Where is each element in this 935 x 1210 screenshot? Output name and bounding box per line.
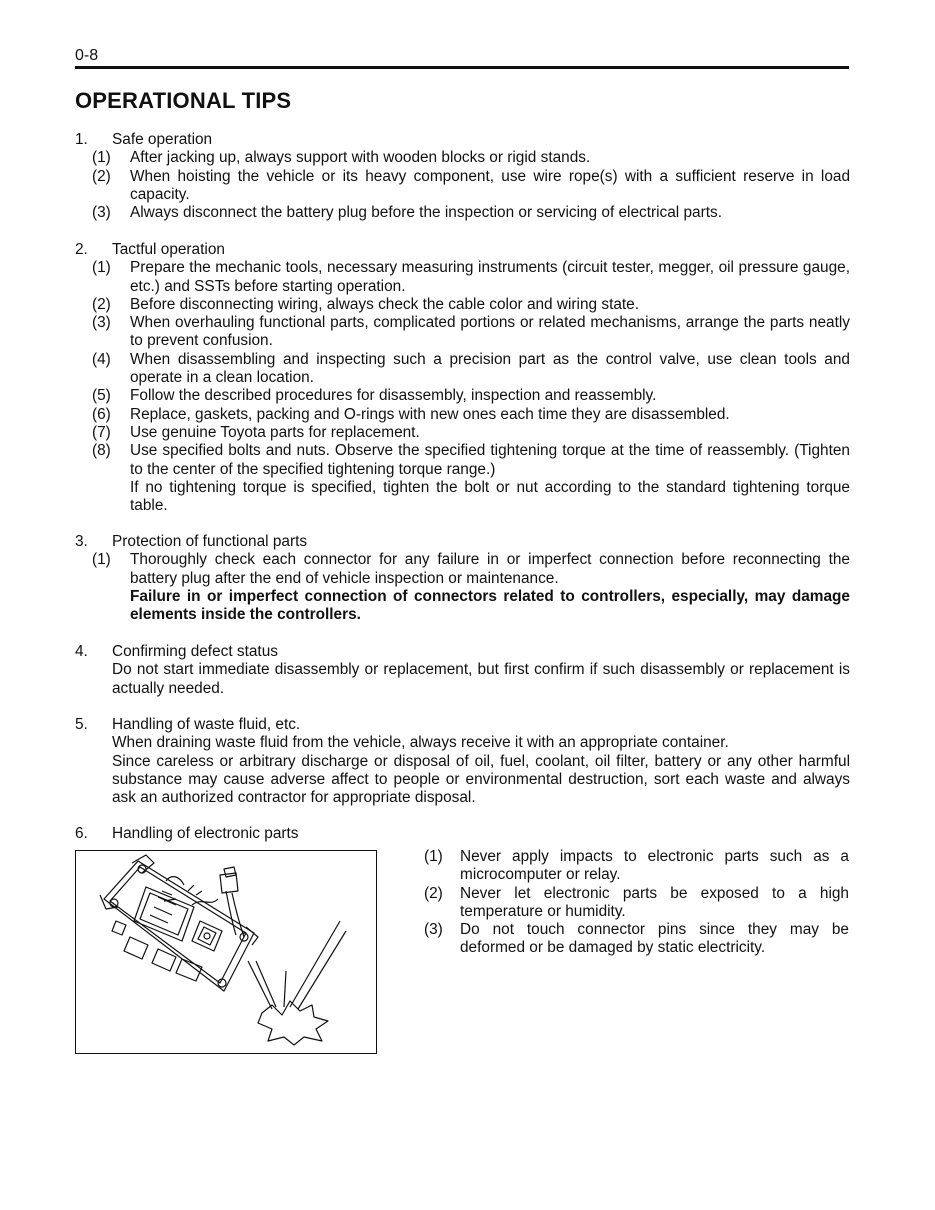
section-waste-fluid — [75, 716, 850, 807]
item-number: (2) — [92, 167, 111, 185]
warning-text: Failure in or imperfect connection of connectors related to controllers, especially, may damage elements inside the controllers. — [130, 587, 850, 624]
item-number: (4) — [92, 350, 111, 368]
list-item — [75, 387, 850, 405]
section-heading — [75, 533, 850, 551]
item-number: (1) — [92, 259, 111, 277]
item-number: (3) — [92, 314, 111, 332]
list-item — [75, 168, 850, 205]
item-number: (1) — [92, 149, 111, 167]
item-text: When disassembling and inspecting such a precision part as the control valve, use clean tools and operate in a clean location. — [130, 350, 850, 387]
section-number: 6. — [75, 825, 88, 842]
list-item — [75, 424, 850, 442]
section-number: 5. — [75, 716, 88, 733]
section-safe-operation — [75, 131, 850, 222]
section-title: Tactful operation — [112, 241, 225, 258]
item-text: Before disconnecting wiring, always check the cable color and wiring state. — [130, 295, 640, 313]
list-item — [75, 259, 850, 296]
list-item — [75, 314, 850, 351]
item-text: Use specified bolts and nuts. Observe the specified tightening torque at the time of reassembly. (Tighten to the center of the specified tightening torque range.) — [130, 442, 850, 478]
item-text: Never apply impacts to electronic parts such as a microcomputer or relay. — [460, 848, 849, 884]
item-number: (5) — [92, 387, 111, 405]
item-number: (2) — [424, 884, 443, 902]
item-number: (1) — [92, 551, 111, 569]
item-text: Never let electronic parts be exposed to a high temperature or humidity. — [460, 884, 849, 920]
section-number: 4. — [75, 643, 88, 660]
list-item — [424, 921, 849, 958]
list-item — [75, 149, 850, 167]
section-heading — [75, 643, 850, 661]
section-title: Confirming defect status — [112, 643, 278, 660]
item-text: Prepare the mechanic tools, necessary measuring instruments (circuit tester, megger, oil pressure gauge, etc.) and SSTs before starting operation. — [130, 259, 850, 295]
list-item — [75, 204, 850, 222]
section-electronic-parts — [75, 825, 850, 843]
list-item — [424, 848, 849, 885]
electronic-parts-list — [424, 848, 849, 958]
section-confirming-defect-status — [75, 643, 850, 698]
item-number: (6) — [92, 405, 111, 423]
section-number: 3. — [75, 533, 88, 550]
item-text: Thoroughly check each connector for any failure in or imperfect connection before reconnecting the battery plug after the end of vehicle inspection or maintenance. — [130, 551, 850, 587]
list-item — [75, 551, 850, 588]
item-text: When overhauling functional parts, complicated portions or related mechanisms, arrange the parts neatly to prevent confusion. — [130, 314, 850, 350]
section-title: Protection of functional parts — [112, 533, 308, 550]
item-number: (8) — [92, 442, 111, 460]
header-rule — [75, 66, 849, 69]
section-number: 2. — [75, 241, 88, 258]
section-tactful-operation — [75, 241, 850, 515]
item-text: Use genuine Toyota parts for replacement. — [130, 423, 420, 441]
section-protection-functional-parts — [75, 533, 850, 624]
item-number: (7) — [92, 423, 111, 441]
page-title: OPERATIONAL TIPS — [75, 88, 292, 113]
section-heading — [75, 131, 850, 149]
item-number: (2) — [92, 295, 111, 313]
item-text: After jacking up, always support with wooden blocks or rigid stands. — [130, 149, 591, 167]
list-item — [75, 406, 850, 424]
section-title: Handling of electronic parts — [112, 825, 299, 842]
section-title: Handling of waste fluid, etc. — [112, 716, 301, 733]
dropped-controller-board-icon — [76, 851, 376, 1053]
figure-dropped-controller — [75, 850, 377, 1054]
section-heading — [75, 716, 850, 734]
section-number: 1. — [75, 131, 88, 148]
item-number: (3) — [92, 204, 111, 222]
section-body-disposal: Since careless or arbitrary discharge or disposal of oil, fuel, coolant, oil filter, battery or any other harmful substance may cause adverse affect to people or environmental destruction, sort each waste and always ask an authorized contractor for appropriate disposal. — [112, 752, 850, 807]
item-text: Follow the described procedures for disassembly, inspection and reassembly. — [130, 387, 657, 405]
section-heading — [75, 825, 850, 843]
item-number: (3) — [424, 921, 443, 939]
section-heading — [75, 241, 850, 259]
torque-note: If no tightening torque is specified, tighten the bolt or nut according to the standard tightening torque table. — [130, 478, 850, 515]
page-number: 0-8 — [75, 47, 99, 64]
item-text: Always disconnect the battery plug before the inspection or servicing of electrical parts. — [130, 204, 722, 222]
item-text: Do not touch connector pins since they may be deformed or be damaged by static electricity. — [460, 921, 849, 957]
item-text: When hoisting the vehicle or its heavy component, use wire rope(s) with a sufficient reserve in load capacity. — [130, 167, 850, 203]
list-item — [75, 351, 850, 388]
list-item — [424, 885, 849, 922]
list-item — [75, 442, 850, 479]
item-text: Replace, gaskets, packing and O-rings with new ones each time they are disassembled. — [130, 405, 730, 423]
list-item — [75, 296, 850, 314]
section-body: When draining waste fluid from the vehicle, always receive it with an appropriate container. — [112, 734, 729, 752]
section-title: Safe operation — [112, 131, 213, 148]
item-number: (1) — [424, 848, 443, 865]
section-body: Do not start immediate disassembly or replacement, but first confirm if such disassembly or replacement is actually needed. — [112, 661, 850, 697]
